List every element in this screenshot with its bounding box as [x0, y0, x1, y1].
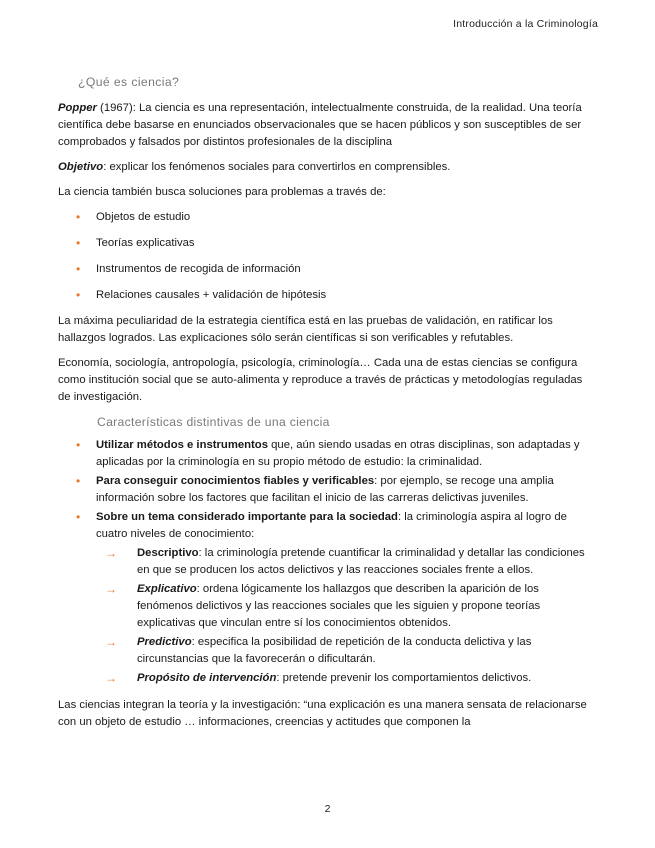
bullet-icon: • [76, 236, 81, 250]
bullet-icon: • [76, 210, 81, 224]
popper-paragraph [58, 100, 593, 151]
popper-author: Popper [58, 102, 97, 114]
arrow-right-icon: → [105, 546, 117, 560]
list-item: • Instrumentos de recogida de información [76, 262, 301, 276]
validation-paragraph: La máxima peculiaridad de la estrategia científica está en las pruebas de validación, en ratificar los hallazgos logrados. Las explicaciones sólo serán científicas si son verificables y refutables. [58, 315, 553, 344]
list-item: • Utilizar métodos e instrumentos que, aún siendo usadas en otras disciplinas, son adaptadas y aplicadas por la criminología en su propio método de estudio: la criminalidad. [76, 438, 580, 468]
section-heading-que-es-ciencia: ¿Qué es ciencia? [78, 75, 180, 89]
bullet-icon: • [76, 438, 81, 452]
page-number: 2 [324, 803, 331, 815]
page-content [58, 74, 593, 739]
list-item: • Para conseguir conocimientos fiables y verificables: por ejemplo, se recoge una amplia información sobre los factores que facilitan el inicio de las carreras delictivas juveniles. [76, 474, 554, 504]
closing-paragraph: Las ciencias integran la teoría y la investigación: “una explicación es una manera sensata de relacionarse con un objeto de estudio … informaciones, creencias y actitudes que componen la [58, 699, 587, 728]
arrow-right-icon: → [105, 582, 117, 596]
running-header: Introducción a la Criminología [453, 18, 598, 30]
objetivo-text: : explicar los fenómenos sociales para convertirlos en comprensibles. [103, 161, 451, 173]
list-item: → Propósito de intervención: pretende prevenir los comportamientos delictivos. [105, 671, 532, 685]
ciencia-items-list [58, 209, 593, 304]
popper-text: (1967): La ciencia es una representación, intelectualmente construida, de la realidad. Una teoría científica debe basarse en enunciados observacionales que se hacen públicos y son susceptibles de ser comprobados y falsados por distintos profesionales de la disciplina [58, 102, 582, 148]
list-intro: La ciencia también busca soluciones para problemas a través de: [58, 186, 386, 198]
caracteristicas-list [58, 437, 593, 687]
bullet-icon: • [76, 510, 81, 524]
objetivo-paragraph [58, 159, 593, 176]
ciencias-paragraph: Economía, sociología, antropología, psicología, criminología… Cada una de estas ciencias se configura como institución social que se auto-alimenta y reproduce a través de prácticas y metodologías reguladas de investigación. [58, 357, 583, 403]
arrow-right-icon: → [105, 635, 117, 649]
list-item: • Sobre un tema considerado importante para la sociedad: la criminología aspira al logro de cuatro niveles de conocimiento: → Descriptivo: la criminología pretende cuantificar la criminalidad y detallar las condiciones en que se producen los actos delictivos y las reacciones sociales frente a ellos. → Explicativo: ordena lógicamente los hallazgos que describen la aparición de los fenómenos delictivos y las reacciones sociales que les siguien y propone teorías explicativas que vinculan entre sí los conocimientos obtenidos. → Predictivo: especifica la posibilidad de repetición de la conducta delictiva y las circunstancias que la favorecerán o dificultarán. → Propósito de intervención: pretende prevenir los comportamientos delictivos. [58, 509, 593, 687]
bullet-icon: • [76, 262, 81, 276]
list-item: → Predictivo: especifica la posibilidad de repetición de la conducta delictiva y las circunstancias que la favorecerán o dificultarán. [105, 635, 532, 665]
list-item: • Relaciones causales + validación de hipótesis [76, 288, 327, 302]
arrow-right-icon: → [105, 671, 117, 685]
section-heading-caracteristicas: Características distintivas de una ciencia [97, 415, 330, 429]
list-item: • Objetos de estudio [76, 210, 191, 224]
objetivo-label: Objetivo [58, 161, 104, 173]
list-item: • Teorías explicativas [76, 236, 195, 250]
bullet-icon: • [76, 474, 81, 488]
list-item: → Explicativo: ordena lógicamente los hallazgos que describen la aparición de los fenómenos delictivos y las reacciones sociales que les siguien y propone teorías explicativas que vinculan entre sí los conocimientos obtenidos. [105, 582, 541, 629]
list-item: → Descriptivo: la criminología pretende cuantificar la criminalidad y detallar las condiciones en que se producen los actos delictivos y las reacciones sociales frente a ellos. [105, 546, 585, 576]
bullet-icon: • [76, 288, 81, 302]
niveles-list [96, 545, 593, 687]
